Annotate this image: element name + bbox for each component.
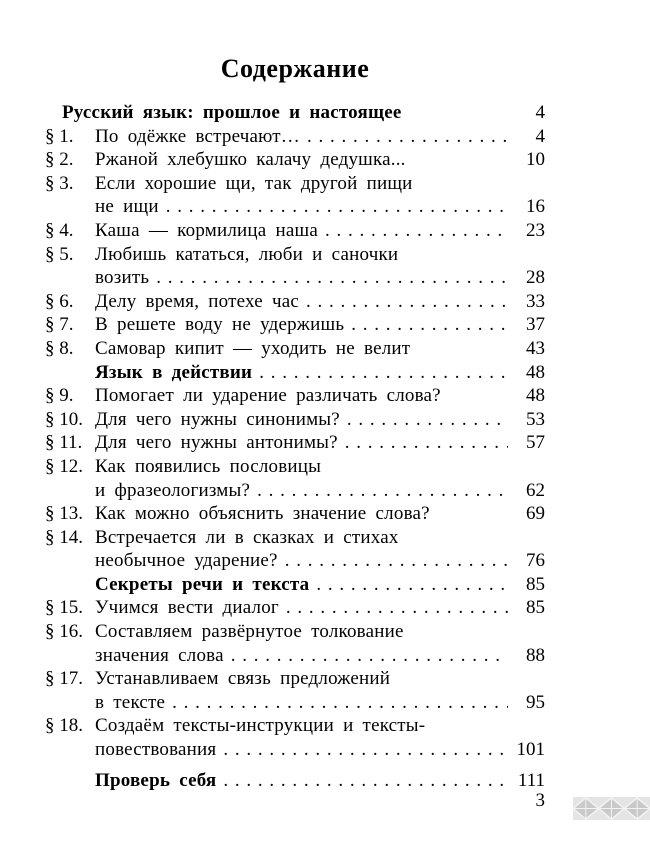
toc-entry-title: и фразеологизмы?: [95, 479, 251, 501]
toc-entry-page: 23: [526, 219, 545, 241]
toc-line: [95, 769, 545, 793]
dot-leader: [307, 125, 508, 149]
toc-section-heading: [45, 101, 545, 125]
toc-entry-number: § 17.: [45, 668, 83, 690]
toc-entry-title: Секреты речи и текста: [95, 573, 310, 595]
toc-entry: [45, 596, 545, 620]
toc-entry-number: § 9.: [45, 385, 74, 407]
toc-entry-number: § 11.: [45, 432, 83, 454]
dot-leader: [166, 195, 508, 219]
toc-entry: [45, 148, 545, 172]
toc-line: [95, 195, 545, 219]
toc-entry-number: § 4.: [45, 219, 74, 241]
toc-line: [95, 526, 545, 550]
toc-entry-page: 33: [526, 290, 545, 312]
toc-entry-title: В решете воду не удержишь: [95, 314, 345, 336]
toc-line: [95, 361, 545, 385]
toc-entry-title: Каша — кормилица наша: [95, 219, 318, 241]
toc-line: [95, 502, 545, 526]
toc-line: [95, 644, 545, 668]
toc-entry-title: Русский язык: прошлое и настоящее: [62, 102, 402, 123]
toc-entry: [45, 714, 545, 761]
dot-leader: [231, 644, 508, 668]
toc-line: [95, 573, 545, 597]
dot-leader: [286, 596, 508, 620]
toc-entry-number: § 2.: [45, 149, 74, 171]
toc-line: [95, 549, 545, 573]
toc-line: [95, 596, 545, 620]
toc-line: [95, 243, 545, 267]
toc-entry-number: § 7.: [45, 314, 74, 336]
toc-entry-number: § 13.: [45, 503, 83, 525]
toc-line: [95, 620, 545, 644]
corner-diamond-ornament-icon: [573, 797, 650, 820]
toc-section-heading: [45, 573, 545, 597]
toc-entry-page: 43: [526, 337, 545, 359]
toc-line: [95, 148, 545, 172]
toc-entry-number: § 8.: [45, 337, 74, 359]
toc-entry-number: § 6.: [45, 290, 74, 312]
dot-leader: [172, 691, 508, 715]
toc-entry-page: 48: [526, 385, 545, 407]
toc-entry-page: 111: [517, 769, 545, 791]
toc-entry-page: 69: [526, 503, 545, 525]
toc-entry-number: § 1.: [45, 125, 74, 147]
dot-leader: [156, 266, 508, 290]
toc-entry-number: § 14.: [45, 526, 83, 548]
toc-entry-title: Самовар кипит — уходить не велит: [95, 337, 411, 359]
toc-entry-title: Как можно объяснить значение слова?: [95, 503, 430, 525]
dot-leader: [257, 479, 508, 503]
toc-list: [45, 101, 545, 792]
page-title: Содержание: [220, 54, 370, 83]
toc-entry-title: Помогает ли ударение различать слова?: [95, 385, 441, 407]
dot-leader: [306, 290, 508, 314]
toc-entry-number: § 10.: [45, 408, 83, 430]
toc-line: [95, 125, 545, 149]
dot-leader: [223, 738, 508, 762]
dot-leader: [345, 431, 508, 455]
toc-line: [95, 691, 545, 715]
toc-entry-title: повествования: [95, 739, 217, 761]
toc-entry: [45, 384, 545, 408]
toc-entry-number: § 12.: [45, 455, 83, 477]
toc-line: [95, 738, 545, 762]
toc-entry-page: 48: [526, 361, 545, 383]
toc-entry: [45, 431, 545, 455]
toc-line: [95, 290, 545, 314]
toc-entry-title: не ищи: [95, 196, 159, 218]
toc-entry: [45, 502, 545, 526]
toc-entry: [45, 408, 545, 432]
dot-leader: [351, 313, 508, 337]
toc-line: [95, 479, 545, 503]
toc-section-heading: [45, 769, 545, 793]
toc-entry-page: 4: [535, 102, 545, 123]
toc-entry-page: 88: [526, 644, 545, 666]
toc-entry-title: Устанавливаем связь предложений: [95, 668, 391, 690]
toc-entry-number: § 15.: [45, 597, 83, 619]
toc-entry: [45, 337, 545, 361]
toc-entry: [45, 219, 545, 243]
toc-entry-title: Составляем развёрнутое толкование: [95, 621, 404, 643]
dot-leader: [325, 219, 508, 243]
toc-line: [95, 313, 545, 337]
toc-entry-page: 85: [526, 597, 545, 619]
toc-entry-title: Если хорошие щи, так другой пищи: [95, 172, 413, 194]
toc-line: [62, 101, 545, 125]
toc-entry-title: Делу время, потехе час: [95, 290, 299, 312]
page-number: 3: [535, 790, 545, 811]
toc-entry-title: Как появились пословицы: [95, 455, 322, 477]
toc-entry-title: значения слова: [95, 644, 224, 666]
toc-line: [95, 384, 545, 408]
toc-entry-title: Проверь себя: [95, 769, 217, 791]
toc-line: [95, 337, 545, 361]
toc-entry-title: Встречается ли в сказках и стихах: [95, 526, 399, 548]
toc-entry: [45, 290, 545, 314]
toc-entry-title: По одёжке встречают…: [95, 125, 300, 147]
toc-line: [95, 667, 545, 691]
toc-entry-page: 85: [526, 573, 545, 595]
toc-line: [95, 172, 545, 196]
toc-entry: [45, 125, 545, 149]
toc-entry: [45, 313, 545, 337]
toc-entry: [45, 172, 545, 219]
toc-entry-title: Учимся вести диалог: [95, 597, 279, 619]
toc-entry-page: 10: [526, 149, 545, 171]
toc-line: [95, 219, 545, 243]
toc-entry-number: § 18.: [45, 715, 83, 737]
toc-entry-title: Создаём тексты-инструкции и тексты-: [95, 715, 426, 737]
toc-entry: [45, 455, 545, 502]
toc-entry-title: Язык в действии: [95, 361, 253, 383]
toc-entry-page: 62: [526, 479, 545, 501]
toc-entry-page: 95: [526, 691, 545, 713]
toc-line: [95, 266, 545, 290]
toc-line: [95, 455, 545, 479]
toc-entry-page: 28: [526, 267, 545, 289]
toc-entry-title: Для чего нужны антонимы?: [95, 432, 338, 454]
toc-entry-page: 37: [526, 314, 545, 336]
dot-leader: [259, 361, 508, 385]
toc-entry-title: возить: [95, 267, 150, 289]
toc-section-heading: [45, 361, 545, 385]
toc-entry: [45, 243, 545, 290]
toc-entry-number: § 5.: [45, 243, 74, 265]
toc-entry-page: 57: [526, 432, 545, 454]
toc-entry-title: в тексте: [95, 691, 166, 713]
toc-entry: [45, 526, 545, 573]
toc-line: [95, 408, 545, 432]
dot-leader: [316, 573, 508, 597]
toc-entry-page: 53: [526, 408, 545, 430]
toc-entry: [45, 667, 545, 714]
toc-entry-page: 76: [526, 550, 545, 572]
toc-entry-title: Ржаной хлебушко калачу дедушка...: [95, 149, 406, 171]
toc-entry-page: 16: [526, 196, 545, 218]
toc-entry-title: Для чего нужны синонимы?: [95, 408, 340, 430]
toc-entry-title: необычное ударение?: [95, 550, 278, 572]
toc-line: [95, 714, 545, 738]
dot-leader: [285, 549, 508, 573]
dot-leader: [223, 769, 508, 793]
toc-line: [95, 431, 545, 455]
toc-entry-page: 101: [516, 739, 545, 761]
dot-leader: [347, 408, 508, 432]
toc-entry: [45, 620, 545, 667]
toc-entry-number: § 16.: [45, 621, 83, 643]
toc-entry-title: Любишь кататься, люби и саночки: [95, 243, 399, 265]
toc-entry-number: § 3.: [45, 172, 74, 194]
toc-entry-page: 4: [535, 125, 545, 147]
